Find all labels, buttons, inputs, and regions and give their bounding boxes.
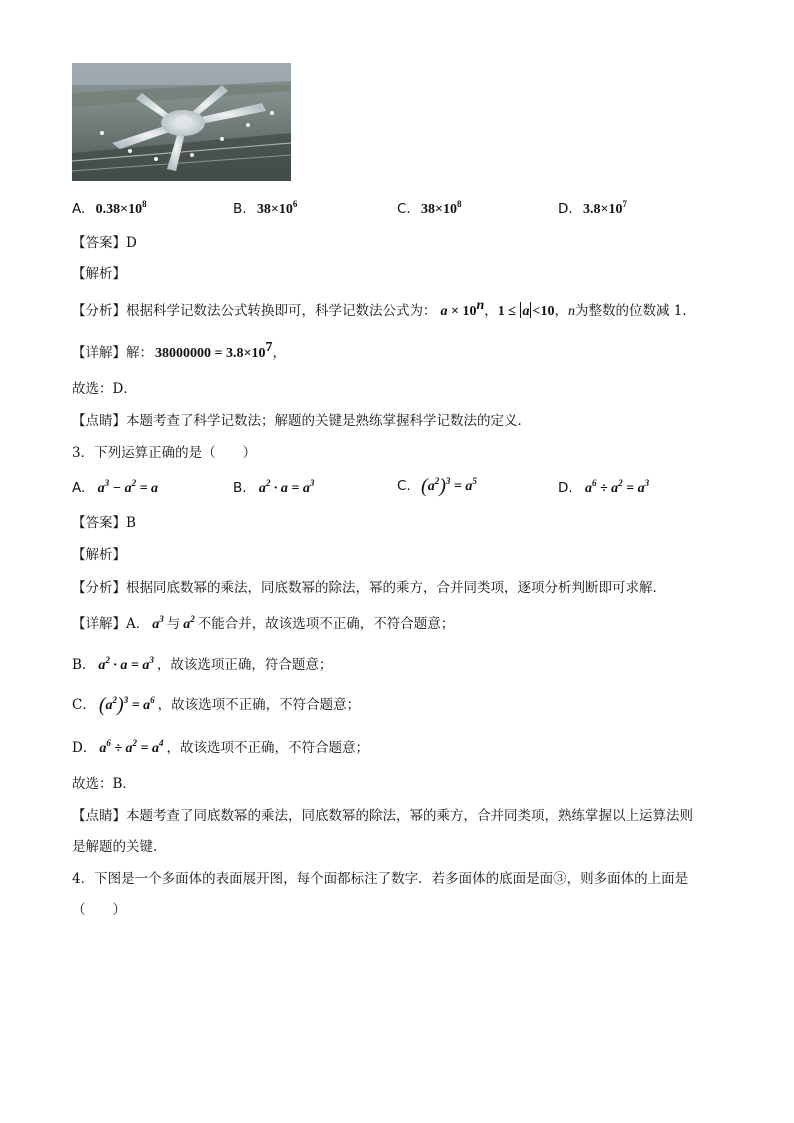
- fenxi-text: 根据同底数幂的乘法，同底数幂的除法，幂的乘方，合并同类项，逐项分析判断即可求解．: [126, 580, 666, 596]
- q3-jiexi-heading: 【解析】: [72, 547, 126, 563]
- formula-a: a: [440, 304, 448, 319]
- sep2: ，: [554, 303, 568, 319]
- answer-tag: 【答案】: [72, 515, 126, 531]
- expr: $a^2 \cdot a = a^3$: [98, 655, 154, 673]
- q4-stem-cont: （ ）: [72, 902, 126, 918]
- q2-guxuan: 故选：D．: [72, 381, 137, 397]
- option-label: C.: [397, 201, 411, 217]
- answer-value: D: [126, 235, 137, 251]
- xiangjie-end: ，: [272, 345, 286, 361]
- expr: $a^3$: [152, 614, 164, 632]
- xiangjie-tag: 【详解】: [72, 345, 126, 361]
- item-text: ，故该选项正确，符合题意；: [156, 657, 333, 673]
- ineq-right: <10: [532, 304, 555, 319]
- fenxi-text: 根据科学记数法公式转换即可，科学记数法公式为：: [126, 303, 437, 319]
- item-text: ，故该选项不正确，不符合题意；: [157, 697, 361, 713]
- option-label: D.: [558, 201, 573, 217]
- option-expr: $a^6 \div a^2 = a^3$: [584, 478, 650, 496]
- dianjing-text: 本题考查了同底数幂的乘法，同底数幂的除法，幂的乘方，合并同类项，熟练掌握以上运算法则: [126, 808, 693, 824]
- dianjing-text: 本题考查了科学记数法；解题的关键是熟练掌握科学记数法的定义．: [126, 413, 531, 429]
- q3-fenxi: [72, 579, 666, 597]
- fenxi-tail: 为整数的位数减 1．: [574, 303, 696, 319]
- ineq-left: 1 ≤: [497, 304, 520, 319]
- q3-dianjing-cont: 是解题的关键．: [72, 839, 167, 855]
- q3-xiangjie-d: [72, 739, 369, 758]
- xiangjie-formula: 38000000 = 3.8×10: [155, 346, 266, 361]
- q2-dianjing: [72, 412, 531, 430]
- q3-guxuan: 故选：B．: [72, 776, 136, 792]
- q3-xiangjie-a: [72, 615, 454, 634]
- option-expr: $a^2 \cdot a = a^3$: [258, 478, 315, 496]
- q3-option-c: [397, 477, 477, 496]
- dianjing-tag: 【点睛】: [72, 808, 126, 824]
- option-expr: $(a^2)^3 = a^5$: [421, 475, 477, 497]
- item-label: B．: [72, 657, 96, 673]
- expr: $a^2$: [183, 614, 195, 632]
- item-text: 不能合并，故该选项不正确，不符合题意；: [197, 616, 455, 632]
- item-text: 与: [166, 616, 181, 632]
- option-value: $0.38\times 10^8$: [95, 199, 147, 217]
- q3-option-a: [72, 479, 158, 498]
- q2-option-b: [233, 200, 297, 219]
- q2-answer: [72, 234, 137, 252]
- dianjing-tag: 【点睛】: [72, 413, 126, 429]
- xiangjie-exp: 7: [265, 340, 273, 355]
- item-text: ，故该选项不正确，不符合题意；: [166, 740, 369, 756]
- option-value: $3.8\times 10^7$: [582, 199, 627, 217]
- option-label: A.: [72, 201, 86, 217]
- option-label: A.: [72, 480, 86, 496]
- q3-dianjing: [72, 807, 693, 825]
- q3-xiangjie-c: [72, 696, 360, 715]
- q2-jiexi-heading: 【解析】: [72, 266, 126, 282]
- n-var: n: [567, 304, 575, 319]
- item-label: D．: [72, 740, 97, 756]
- option-value: $38\times 10^8$: [421, 199, 462, 217]
- q2-option-a: [72, 200, 147, 219]
- answer-tag: 【答案】: [72, 235, 126, 251]
- answer-value: B: [126, 515, 136, 531]
- q4-stem: 4．下图是一个多面体的表面展开图，每个面都标注了数字．若多面体的底面是面③，则多面体的上面是: [72, 871, 689, 887]
- q2-option-d: [558, 200, 627, 219]
- q3-xiangjie-b: [72, 656, 332, 675]
- item-label: A．: [126, 616, 150, 632]
- fenxi-tag: 【分析】: [72, 303, 126, 319]
- q3-answer: [72, 514, 136, 532]
- q3-stem: 3．下列运算正确的是（ ）: [72, 445, 257, 461]
- q3-option-d: [558, 479, 649, 498]
- option-value: $38\times 10^6$: [256, 199, 298, 217]
- item-label: C．: [72, 697, 96, 713]
- expr: $(a^2)^3 = a^6$: [98, 694, 155, 716]
- option-label: D.: [558, 480, 573, 496]
- xiangjie-tag: 【详解】: [72, 616, 126, 632]
- formula-times: × 10: [447, 304, 477, 319]
- option-expr: $a^3 - a^2 = a$: [97, 478, 159, 496]
- airport-photo: [72, 63, 291, 181]
- formula-exp: n: [476, 298, 485, 313]
- option-label: C.: [397, 478, 411, 494]
- expr: $a^6 \div a^2 = a^4$: [99, 738, 164, 756]
- ineq-a: a: [522, 304, 530, 319]
- xiangjie-text: 解：: [126, 345, 153, 361]
- option-label: B.: [233, 480, 247, 496]
- option-label: B.: [233, 201, 247, 217]
- q3-option-b: [233, 479, 314, 498]
- sep: ，: [484, 303, 498, 319]
- q2-fenxi: [72, 298, 696, 321]
- q2-xiangjie: [72, 340, 286, 363]
- fenxi-tag: 【分析】: [72, 580, 126, 596]
- q2-option-c: [397, 200, 462, 219]
